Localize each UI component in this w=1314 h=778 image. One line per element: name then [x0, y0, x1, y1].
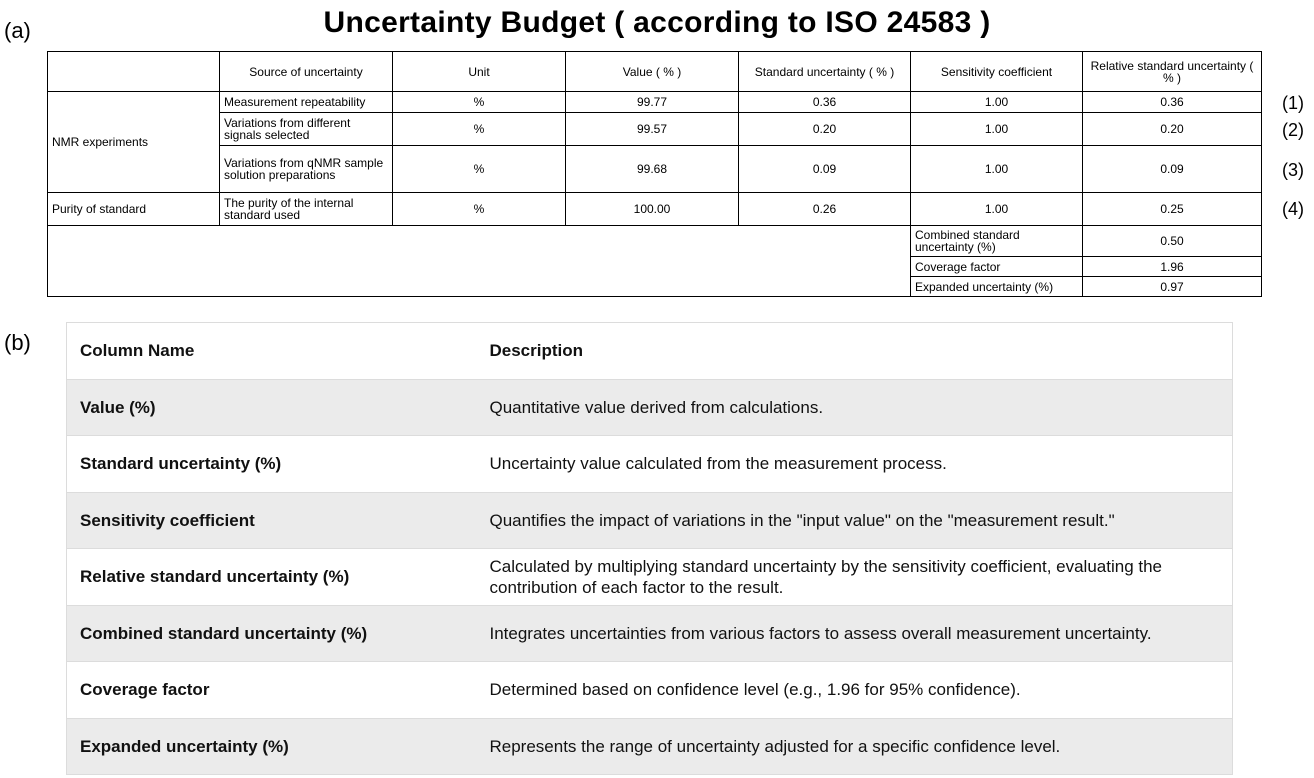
column-name-cell: Coverage factor	[67, 662, 477, 719]
budget-row	[48, 146, 1262, 193]
source-cell: Variations from different signals selected	[220, 113, 393, 146]
desc-row	[67, 549, 1233, 606]
uncertainty-budget-table	[47, 51, 1262, 297]
sens-cell: 1.00	[911, 113, 1083, 146]
description-cell: Represents the range of uncertainty adjusted for a specific confidence level.	[477, 718, 1233, 775]
description-cell: Quantitative value derived from calculations.	[477, 379, 1233, 436]
description-cell: Integrates uncertainties from various factors to assess overall measurement uncertainty.	[477, 605, 1233, 662]
desc-row	[67, 436, 1233, 493]
column-name-cell: Value (%)	[67, 379, 477, 436]
header-cell: Sensitivity coefficient	[911, 52, 1083, 92]
row-reference: (3)	[1282, 160, 1304, 180]
panel-label-b: (b)	[4, 330, 31, 355]
header-cell: Unit	[393, 52, 566, 92]
unit-cell: %	[393, 113, 566, 146]
desc-row	[67, 718, 1233, 775]
summary-label: Coverage factor	[911, 257, 1083, 277]
description-cell: Quantifies the impact of variations in the "input value" on the "measurement result."	[477, 492, 1233, 549]
description-cell: Determined based on confidence level (e.g., 1.96 for 95% confidence).	[477, 662, 1233, 719]
column-name-cell: Standard uncertainty (%)	[67, 436, 477, 493]
std-unc-cell: 0.20	[739, 113, 911, 146]
column-name-cell: Sensitivity coefficient	[67, 492, 477, 549]
std-unc-cell: 0.36	[739, 92, 911, 113]
summary-value: 0.50	[1083, 226, 1262, 257]
empty-cell	[48, 226, 911, 297]
summary-label: Expanded uncertainty (%)	[911, 277, 1083, 297]
sens-cell: 1.00	[911, 193, 1083, 226]
header-cell: Standard uncertainty ( % )	[739, 52, 911, 92]
desc-row	[67, 379, 1233, 436]
group-cell: Purity of standard	[48, 193, 220, 226]
panel-label-a: (a)	[4, 18, 31, 43]
sens-cell: 1.00	[911, 146, 1083, 193]
summary-row	[48, 226, 1262, 257]
budget-row	[48, 113, 1262, 146]
column-description-table	[66, 322, 1233, 775]
value-cell: 100.00	[566, 193, 739, 226]
summary-value: 1.96	[1083, 257, 1262, 277]
value-cell: 99.77	[566, 92, 739, 113]
header-cell: Description	[477, 323, 1233, 380]
unit-cell: %	[393, 193, 566, 226]
value-cell: 99.57	[566, 113, 739, 146]
budget-header-row	[48, 52, 1262, 92]
summary-value: 0.97	[1083, 277, 1262, 297]
source-cell: Measurement repeatability	[220, 92, 393, 113]
row-reference: (2)	[1282, 120, 1304, 140]
rel-cell: 0.25	[1083, 193, 1262, 226]
column-name-cell: Relative standard uncertainty (%)	[67, 549, 477, 606]
budget-row	[48, 193, 1262, 226]
budget-row	[48, 92, 1262, 113]
rel-cell: 0.09	[1083, 146, 1262, 193]
rel-cell: 0.36	[1083, 92, 1262, 113]
header-cell: Relative standard uncertainty ( % )	[1083, 52, 1262, 92]
description-cell: Calculated by multiplying standard uncertainty by the sensitivity coefficient, evaluating the contribution of each factor to the result.	[477, 549, 1233, 606]
source-cell: Variations from qNMR sample solution preparations	[220, 146, 393, 193]
header-cell: Column Name	[67, 323, 477, 380]
page-title: Uncertainty Budget ( according to ISO 24583 )	[323, 6, 991, 39]
header-cell	[48, 52, 220, 92]
std-unc-cell: 0.09	[739, 146, 911, 193]
row-reference: (4)	[1282, 199, 1304, 219]
desc-header-row	[67, 323, 1233, 380]
desc-row	[67, 662, 1233, 719]
group-cell: NMR experiments	[48, 92, 220, 193]
unit-cell: %	[393, 146, 566, 193]
rel-cell: 0.20	[1083, 113, 1262, 146]
std-unc-cell: 0.26	[739, 193, 911, 226]
column-name-cell: Combined standard uncertainty (%)	[67, 605, 477, 662]
desc-row	[67, 492, 1233, 549]
header-cell: Source of uncertainty	[220, 52, 393, 92]
row-reference: (1)	[1282, 93, 1304, 113]
source-cell: The purity of the internal standard used	[220, 193, 393, 226]
summary-label: Combined standard uncertainty (%)	[911, 226, 1083, 257]
column-name-cell: Expanded uncertainty (%)	[67, 718, 477, 775]
description-cell: Uncertainty value calculated from the measurement process.	[477, 436, 1233, 493]
value-cell: 99.68	[566, 146, 739, 193]
unit-cell: %	[393, 92, 566, 113]
desc-row	[67, 605, 1233, 662]
header-cell: Value ( % )	[566, 52, 739, 92]
sens-cell: 1.00	[911, 92, 1083, 113]
